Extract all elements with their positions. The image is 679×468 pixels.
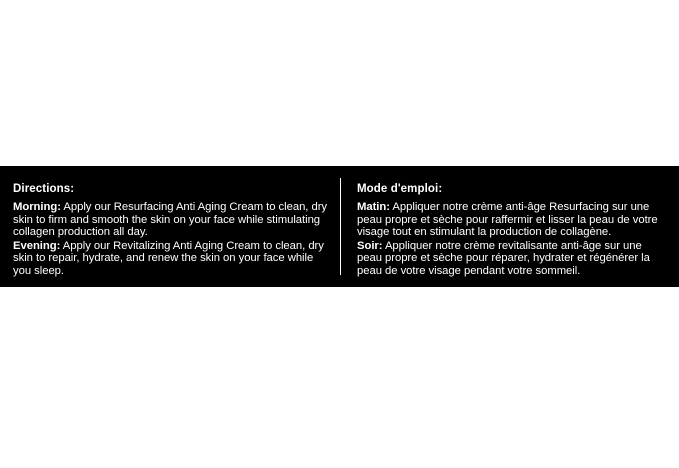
directions-item-morning-text: Apply our Resurfacing Anti Aging Cream to clean, dry skin to firm and smooth the skin on your face while stimulating collagen production all day. (13, 201, 328, 239)
directions-item-matin-lead: Matin: (357, 201, 390, 213)
directions-column-french (341, 166, 679, 287)
directions-heading-english: Directions: (13, 183, 75, 195)
directions-item-matin-text: Appliquer notre crème anti-âge Resurfacing sur une peau propre et sèche pour raffermir et lisser la peau de votre visage tout en stimulant la production de collagène. (357, 201, 658, 239)
directions-item-soir-text: Appliquer notre crème revitalisante anti-âge sur une peau propre et sèche pour réparer, hydrater et régénérer la peau de votre visage pendant votre sommeil. (357, 239, 650, 277)
directions-panel (0, 166, 679, 287)
directions-item-evening-text: Apply our Revitalizing Anti Aging Cream to clean, dry skin to repair, hydrate, and renew the skin on your face while you sleep. (13, 239, 324, 277)
directions-item-evening-lead: Evening: (13, 239, 61, 252)
directions-item-evening (13, 240, 328, 278)
directions-heading-french: Mode d'emploi: (357, 183, 443, 195)
directions-item-matin (357, 201, 669, 239)
directions-item-soir-lead: Soir: (357, 239, 383, 252)
directions-item-soir (357, 240, 669, 278)
directions-item-morning (13, 201, 328, 239)
directions-column-english (0, 166, 340, 287)
directions-item-morning-lead: Morning: (13, 201, 61, 213)
